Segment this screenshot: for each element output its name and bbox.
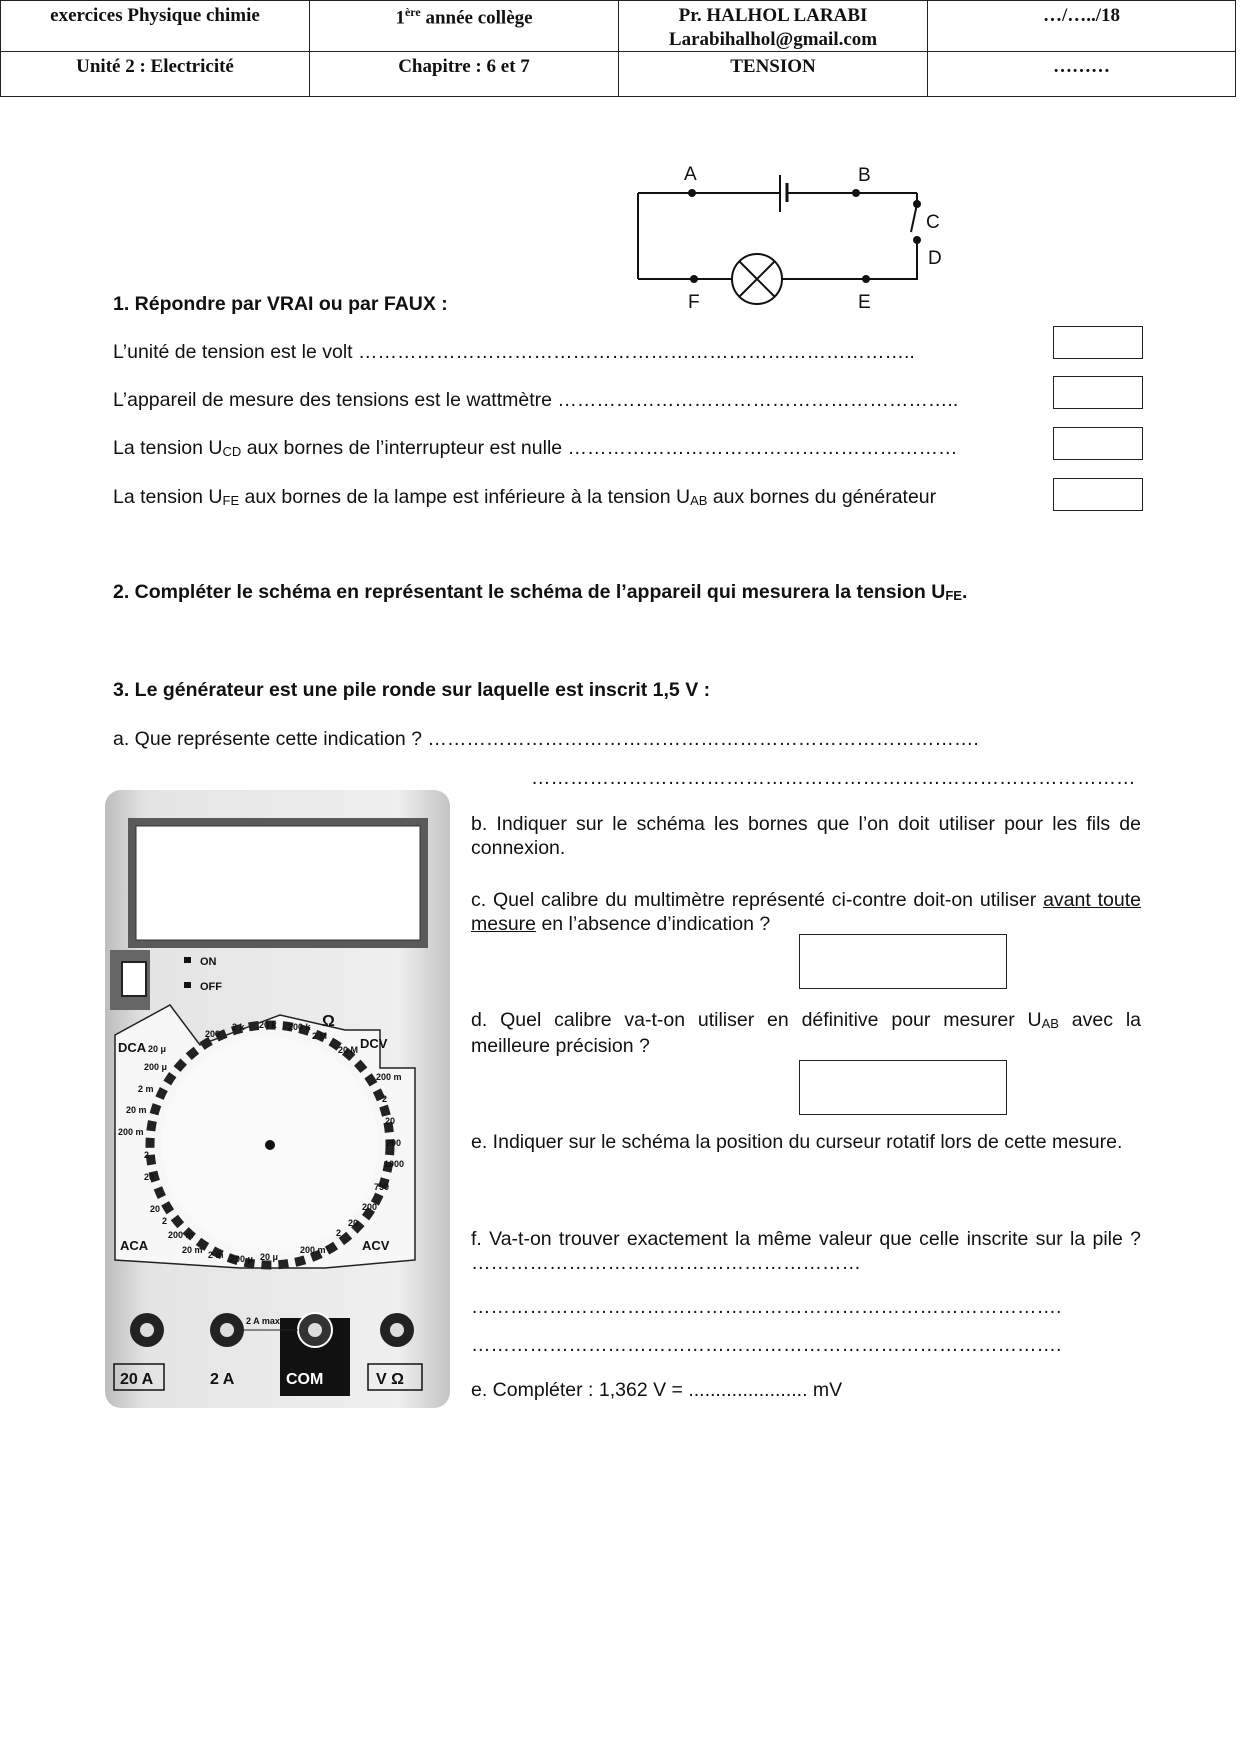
q3-d: d. Quel calibre va-t-on utiliser en définitive pour mesurer $U_{AB}$ avec la meilleure précision ? — [471, 1009, 1141, 1057]
header-chapter: Chapitre : 6 et 7 — [310, 52, 619, 97]
range-20k: 20 k — [259, 1020, 277, 1030]
terminal-v-ohm-label: V Ω — [376, 1371, 404, 1388]
answer-box-calibre-initial[interactable] — [799, 934, 1007, 989]
q1-statement-3: La tension $U_{CD}$ aux bornes de l’interrupteur est nulle …………………………………………………… — [113, 437, 958, 459]
ohm-label: Ω — [322, 1013, 335, 1030]
point-e — [862, 275, 870, 283]
max-current-label: 2 A max — [246, 1316, 280, 1326]
off-label: OFF — [200, 981, 222, 993]
range-dcv-2: 2 — [382, 1094, 388, 1104]
label-b: B — [858, 165, 871, 186]
range-200-ohm: 200 — [205, 1029, 221, 1039]
q3-e: e. Indiquer sur le schéma la position du curseur rotatif lors de cette mesure. — [471, 1131, 1123, 1153]
range-dca-20m: 20 m — [126, 1105, 147, 1115]
header-level: 1ère année collège — [310, 1, 619, 52]
range-200k: 200 k — [288, 1022, 311, 1032]
q3-f-answer-line-1: ………………………………………………………………………………. — [471, 1296, 1062, 1318]
dcv-label: DCV — [360, 1036, 388, 1051]
acv-label: ACV — [362, 1238, 390, 1253]
range-acv-750: 750 — [374, 1182, 390, 1192]
q3-g: e. Compléter : 1,362 V = ...................... mV — [471, 1379, 843, 1401]
q1-statement-1: L’unité de tension est le volt ………………………………………………………………………….. — [113, 341, 915, 363]
header-unit: Unité 2 : Electricité — [1, 52, 310, 97]
header-extra: ……… — [928, 52, 1236, 97]
q1-statement-4: La tension $U_{FE}$ aux bornes de la lampe est inférieure à la tension $U_{AB}$ aux bornes du générateur — [113, 486, 937, 508]
point-b — [852, 189, 860, 197]
rotary-center — [265, 1140, 275, 1150]
range-acv-2: 2 — [336, 1228, 342, 1238]
aca-label: ACA — [120, 1238, 149, 1253]
label-c: C — [926, 212, 940, 233]
range-aca-200m: 200 m — [168, 1230, 194, 1240]
q3-title: 3. Le générateur est une pile ronde sur laquelle est inscrit 1,5 V : — [113, 679, 711, 701]
range-aca-20u: 20 μ — [260, 1252, 279, 1262]
point-d — [913, 236, 921, 244]
q2-text: 2. Compléter le schéma en représentant le schéma de l’appareil qui mesurera la tension $U_{FE}$. — [113, 581, 968, 603]
header-score: …/…../18 — [928, 1, 1236, 52]
range-dcv-200m: 200 m — [376, 1072, 402, 1082]
answer-box-3[interactable] — [1053, 427, 1143, 460]
q3-c: c. Quel calibre du multimètre représenté ci-contre doit-on utiliser avant toute mesure en l’absence d’indication ? — [471, 889, 1141, 935]
answer-box-2[interactable] — [1053, 376, 1143, 409]
multimeter — [100, 790, 455, 1410]
label-a: A — [684, 164, 697, 185]
power-switch[interactable] — [122, 962, 146, 996]
point-f — [690, 275, 698, 283]
header-teacher: Pr. HALHOL LARABI Larabihalhol@gmail.com — [619, 1, 928, 52]
range-dcv-200: 200 — [386, 1138, 402, 1148]
range-dcv-1000: 1000 — [384, 1159, 405, 1169]
range-aca-2: 2 — [162, 1216, 168, 1226]
circuit-diagram — [600, 150, 960, 350]
display-screen — [136, 826, 420, 940]
terminal-20a-label: 20 A — [120, 1371, 154, 1388]
range-aca-200u: 200 μ — [230, 1254, 254, 1264]
range-aca-2m: 2 m — [208, 1250, 224, 1260]
header-subject: exercices Physique chimie — [1, 1, 310, 52]
answer-box-1[interactable] — [1053, 326, 1143, 359]
terminal-2a-label: 2 A — [210, 1371, 235, 1388]
dca-label: DCA — [118, 1040, 147, 1055]
range-aca-20m: 20 m — [182, 1245, 203, 1255]
q3-f: f. Va-t-on trouver exactement la même valeur que celle inscrite sur la pile ? …………………………………………………… — [471, 1228, 1141, 1274]
label-f: F — [688, 292, 700, 313]
range-aca-20: 20 — [150, 1204, 161, 1214]
q1-title: 1. Répondre par VRAI ou par FAUX : — [113, 293, 448, 315]
label-e: E — [858, 292, 871, 313]
range-2k: 2 k — [232, 1022, 245, 1032]
q3-f-answer-line-2: ………………………………………………………………………………. — [471, 1334, 1062, 1356]
range-20M: 20 M — [338, 1045, 359, 1055]
range-acv-200m: 200 m — [300, 1245, 326, 1255]
terminal-com-label: COM — [286, 1371, 324, 1388]
q1-statement-2: L’appareil de mesure des tensions est le wattmètre …………………………………………………….. — [113, 389, 959, 411]
range-dca-200u: 200 μ — [144, 1062, 168, 1072]
point-c — [913, 200, 921, 208]
answer-box-4[interactable] — [1053, 478, 1143, 511]
range-dca-200m: 200 m — [118, 1127, 144, 1137]
on-label: ON — [200, 956, 217, 968]
range-dca-2: 2 — [144, 1150, 150, 1160]
q3-a: a. Que représente cette indication ? …………………………………………………………………………. — [113, 728, 979, 750]
q3-b: b. Indiquer sur le schéma les bornes que l’on doit utiliser pour les fils de connexion. — [471, 813, 1141, 859]
range-dca-20u: 20 μ — [148, 1044, 167, 1054]
range-acv-20: 20 — [348, 1218, 359, 1228]
range-dca-20: 20 — [144, 1172, 155, 1182]
header-topic: TENSION — [619, 52, 928, 97]
point-a — [688, 189, 696, 197]
header-table — [0, 0, 1236, 97]
q3-a-answer-line: ………………………………………………………………………………… — [531, 767, 1136, 789]
range-acv-200: 200 — [362, 1202, 378, 1212]
header-email: Larabihalhol@gmail.com — [668, 29, 878, 50]
answer-box-calibre-final[interactable] — [799, 1060, 1007, 1115]
switch-blade — [911, 204, 917, 232]
range-2M: 2 M — [312, 1031, 328, 1041]
range-dcv-20: 20 — [385, 1116, 396, 1126]
label-d: D — [928, 248, 942, 269]
range-dca-2m: 2 m — [138, 1084, 154, 1094]
